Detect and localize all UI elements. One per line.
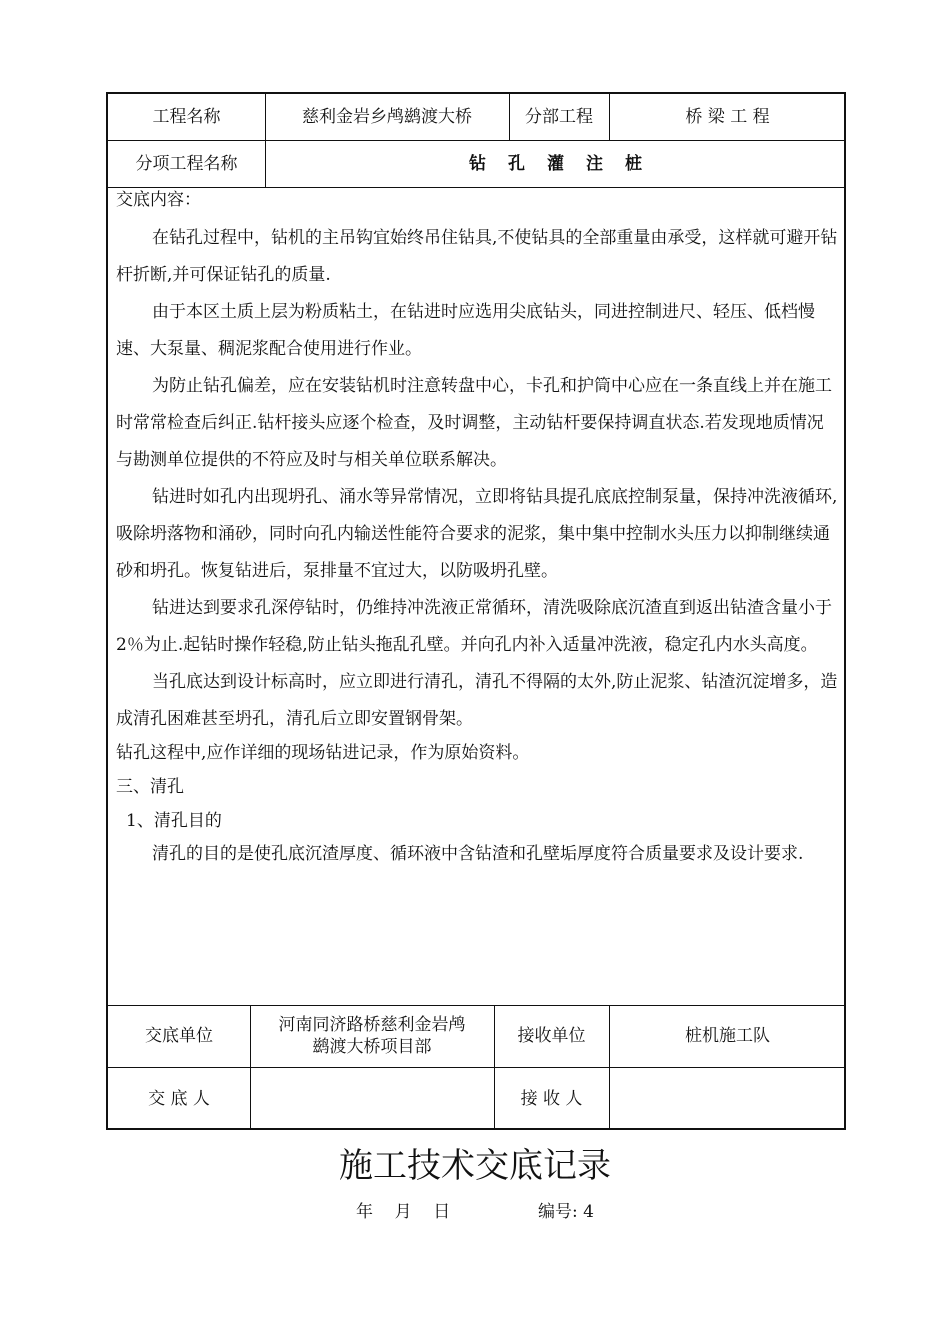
record-note: 钻孔这程中,应作详细的现场钻进记录，作为原始资料。 (116, 743, 530, 763)
date-field: 年 月 日 (356, 1202, 451, 1222)
paragraph: 为防止钻孔偏差，应在安装钻机时注意转盘中心，卡孔和护筒中心应在一条直线上并在施工时常常检查后纠正.钻杆接头应逐个检查，及时调整，主动钻杆要保持调直状态.若发现地质情况与勘测单位提供的不符应及时与相关单位联系解决。 (116, 376, 832, 470)
paragraph: 由于本区土质上层为粉质粘土，在钻进时应选用尖底钻头，同进控制进尺、轻压、低档慢速、大泵量、稠泥浆配合使用进行作业。 (116, 302, 815, 359)
item-heading: 1、清孔目的 (126, 811, 222, 831)
document-number: 编号: 4 (538, 1202, 594, 1222)
issuer-unit-line: 河南同济路桥慈利金岩鸬 (278, 1015, 466, 1035)
issuer-person-label: 交 底 人 (148, 1088, 210, 1109)
paragraph: 当孔底达到设计标高时，应立即进行清孔，清孔不得隔的太外,防止泥浆、钻渣沉淀增多，造成清孔困难甚至坍孔，清孔后立即安置钢骨架。 (116, 672, 838, 729)
paragraph: 在钻孔过程中，钻机的主吊钩宜始终吊住钻具,不使钻具的全部重量由承受，这样就可避开钻杆折断,并可保证钻孔的质量. (116, 228, 838, 285)
paragraph: 清孔的目的是使孔底沉渣厚度、循环液中含钻渣和孔壁垢厚度符合质量要求及设计要求. (152, 844, 804, 864)
record-table (106, 92, 846, 1130)
division-label: 分部工程 (525, 107, 593, 127)
project-name-value: 慈利金岩乡鸬鹚渡大桥 (302, 107, 472, 127)
briefing-content (116, 188, 838, 873)
receiver-unit-label: 接收单位 (517, 1026, 586, 1046)
issuer-unit-line: 鹚渡大桥项目部 (312, 1037, 432, 1057)
issuer-unit-value (250, 1005, 494, 1067)
subitem-label: 分项工程名称 (135, 153, 238, 174)
paragraph: 钻进达到要求孔深停钻时，仍维持冲洗液正常循环，清洗吸除底沉渣直到返出钻渣含量小于 2％为止.起钻时操作轻稳,防止钻头拖乱孔壁。并向孔内补入适量冲洗液，稳定孔内水头高度。 (116, 598, 832, 655)
subitem-value: 钻孔灌注桩 (469, 153, 664, 174)
receiver-unit-value: 桩机施工队 (685, 1026, 770, 1046)
issuer-unit-label: 交底单位 (145, 1026, 213, 1046)
project-name-label: 工程名称 (152, 107, 221, 127)
section-heading: 三、清孔 (116, 777, 184, 797)
document-title: 施工技术交底记录 (339, 1146, 611, 1186)
receiver-person-label: 接 收 人 (520, 1088, 583, 1109)
paragraph: 钻进时如孔内出现坍孔、涌水等异常情况，立即将钻具提孔底底控制泵量，保持冲洗液循环,吸除坍落物和涌砂，同时向孔内输送性能符合要求的泥浆，集中集中控制水头压力以抑制继续通砂和坍孔。恢复钻进后，泵排量不宜过大，以防吸坍孔壁。 (116, 487, 838, 581)
content-heading: 交底内容： (116, 190, 201, 210)
division-value: 桥 梁 工 程 (685, 107, 770, 127)
